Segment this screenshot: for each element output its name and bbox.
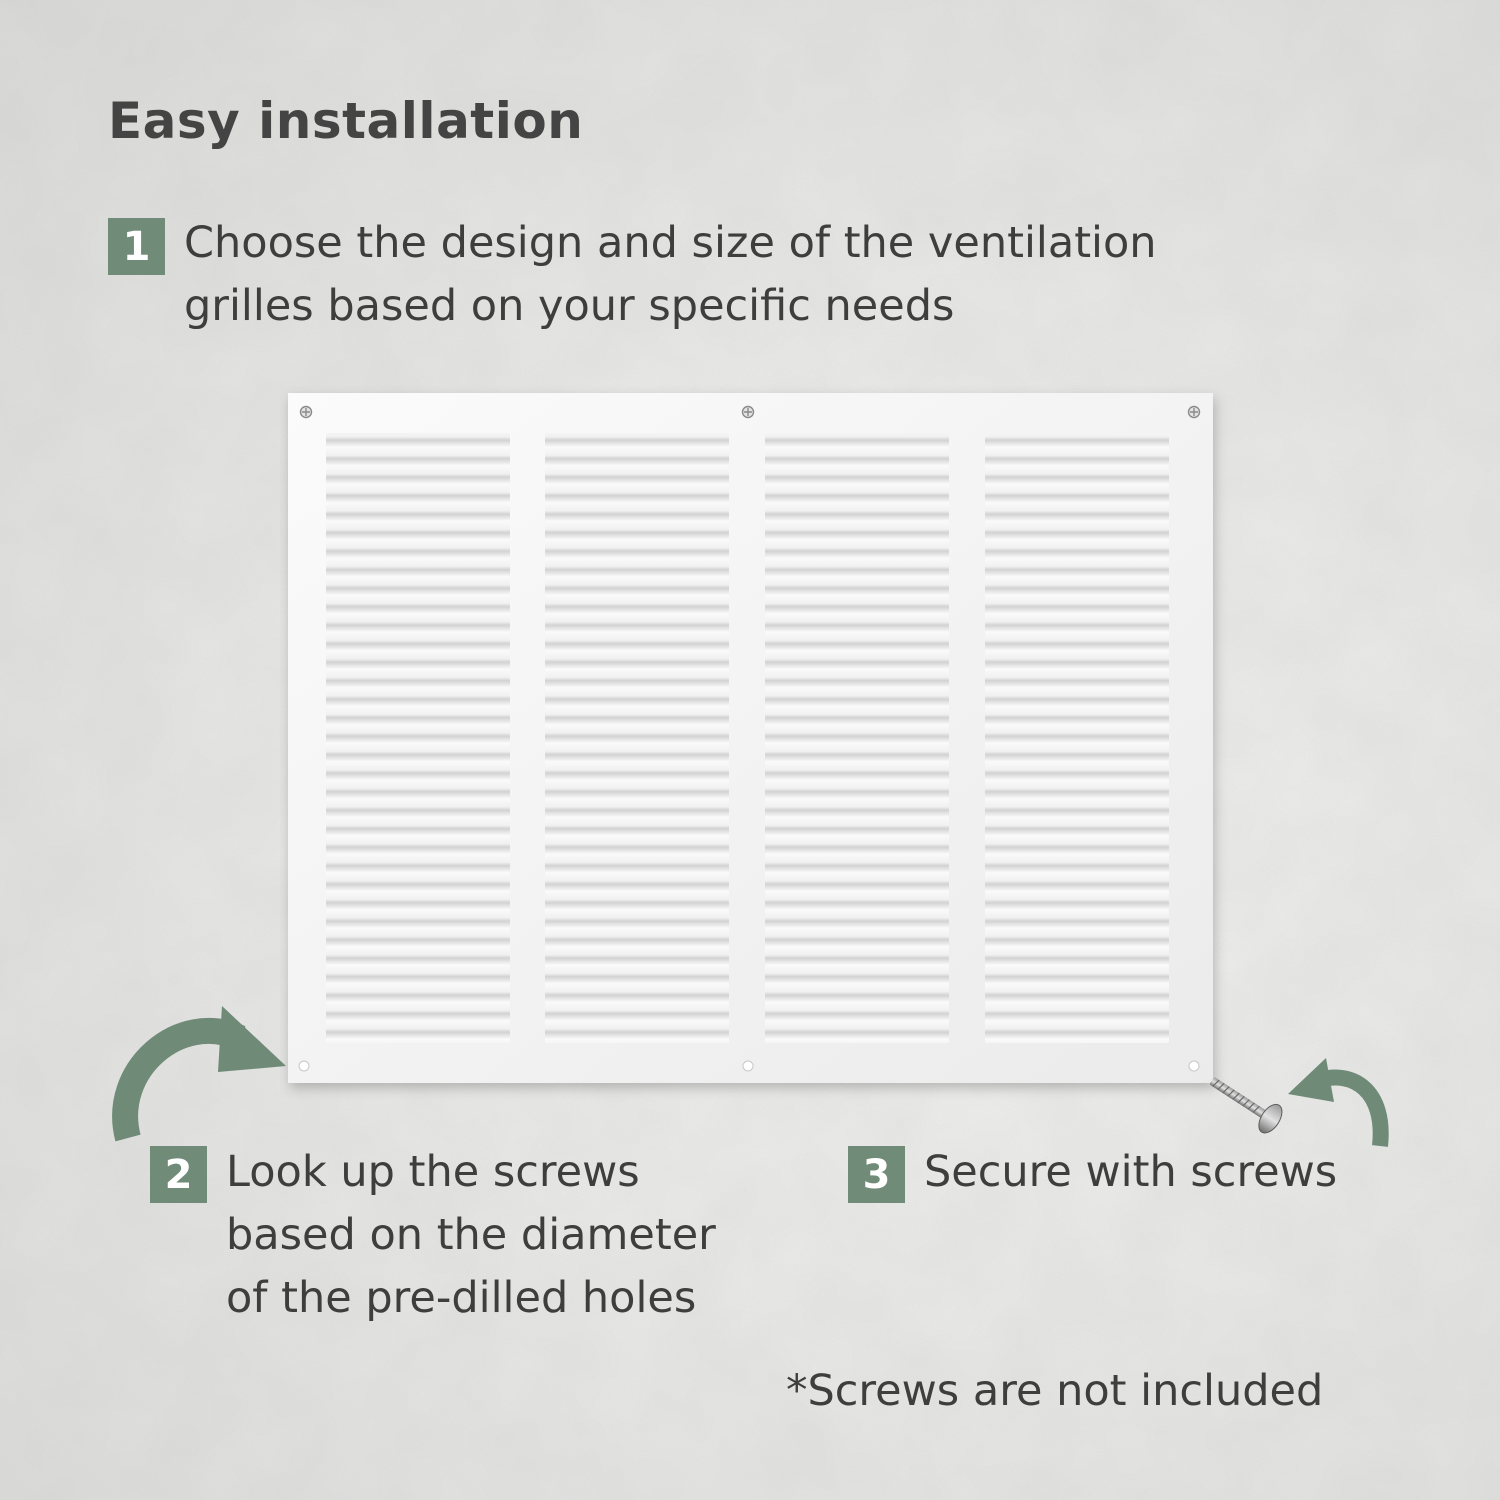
- louver-panel-3: [765, 433, 949, 1043]
- step-number-badge: 3: [848, 1146, 905, 1203]
- louver-panel-2: [545, 433, 729, 1043]
- step-1-text: [184, 212, 1157, 338]
- step-2-line-2: based on the diameter: [226, 1210, 716, 1260]
- louver-panel-1: [326, 433, 510, 1043]
- page-title: Easy installation: [108, 92, 584, 150]
- step-number-badge: 2: [150, 1146, 207, 1203]
- curved-arrow-icon: [110, 1000, 310, 1160]
- screws-not-included-note: *Screws are not included: [786, 1366, 1324, 1416]
- step-2-text: [226, 1141, 716, 1330]
- step-1-line-1: Choose the design and size of the ventilation: [184, 218, 1157, 268]
- ventilation-grille: [280, 385, 1230, 1105]
- step-number-badge: 1: [108, 218, 165, 275]
- louver-panel-4: [985, 433, 1169, 1043]
- step-2-line-3: of the pre-dilled holes: [226, 1273, 697, 1323]
- step-2-line-1: Look up the screws: [226, 1147, 640, 1197]
- step-1-line-2: grilles based on your specific needs: [184, 281, 955, 331]
- step-3-text: [924, 1141, 1337, 1204]
- step-3-line-1: Secure with screws: [924, 1147, 1338, 1197]
